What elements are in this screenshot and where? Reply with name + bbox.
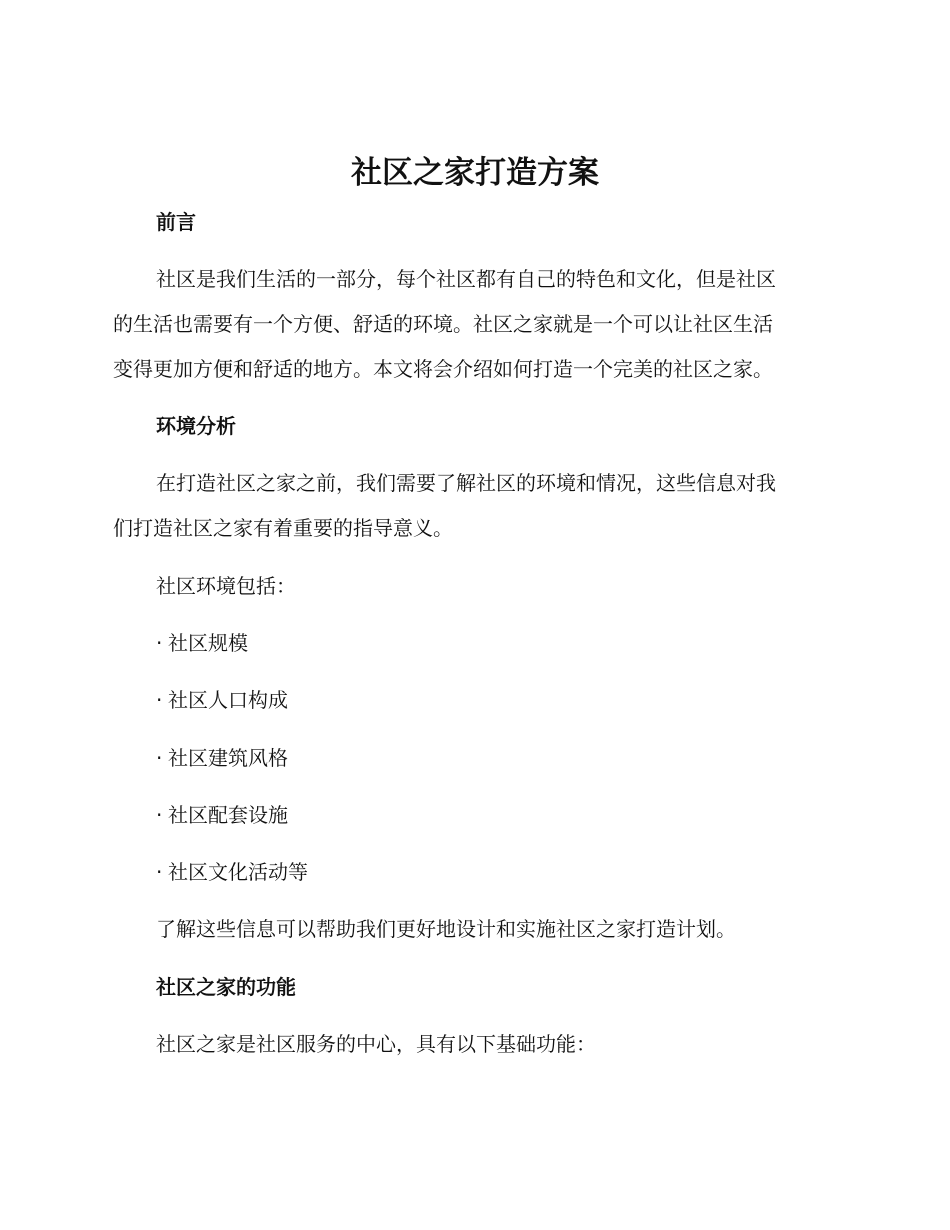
- section-heading-environment: 环境分析: [156, 414, 236, 438]
- section-heading-functions: 社区之家的功能: [156, 975, 296, 999]
- list-item-text: 社区人口构成: [168, 688, 288, 712]
- list-item: [156, 626, 836, 660]
- list-item-text: 社区配套设施: [168, 803, 288, 827]
- list-item-text: 社区建筑风格: [168, 746, 288, 770]
- list-item-text: 社区规模: [168, 631, 248, 655]
- paragraph-line: 社区是我们生活的一部分，每个社区都有自己的特色和文化，但是社区: [156, 267, 776, 291]
- bullet-icon: ·: [156, 631, 163, 655]
- bullet-icon: ·: [156, 860, 163, 884]
- paragraph-line: 的生活也需要有一个方便、舒适的环境。社区之家就是一个可以让社区生活: [113, 312, 773, 336]
- list-item: [156, 798, 836, 832]
- section-heading-preface: 前言: [156, 210, 196, 234]
- list-item: [156, 741, 836, 775]
- paragraph-line: 社区之家是社区服务的中心，具有以下基础功能：: [156, 1032, 596, 1056]
- bullet-icon: ·: [156, 746, 163, 770]
- list-intro: 社区环境包括：: [156, 574, 296, 598]
- paragraph-line: 们打造社区之家有着重要的指导意义。: [113, 516, 453, 540]
- list-item: [156, 683, 836, 717]
- conclusion-text: 了解这些信息可以帮助我们更好地设计和实施社区之家打造计划。: [156, 917, 736, 941]
- list-item-text: 社区文化活动等: [168, 860, 308, 884]
- document-title: 社区之家打造方案: [351, 155, 599, 191]
- paragraph-line: 变得更加方便和舒适的地方。本文将会介绍如何打造一个完美的社区之家。: [113, 357, 773, 381]
- paragraph-line: 在打造社区之家之前，我们需要了解社区的环境和情况，这些信息对我: [156, 471, 776, 495]
- bullet-icon: ·: [156, 803, 163, 827]
- bullet-icon: ·: [156, 688, 163, 712]
- list-item: [156, 855, 836, 889]
